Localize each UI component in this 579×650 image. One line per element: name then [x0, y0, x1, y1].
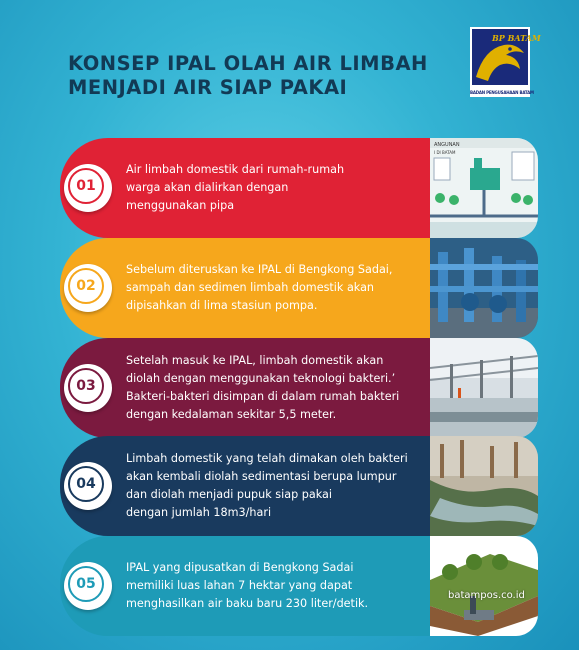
step-text: IPAL yang dipusatkan di Bengkong Sadai memiliki luas lahan 7 hektar yang dapat menghasilkan air baku baru 230 liter/detik. [126, 561, 369, 610]
sediment-river-image [430, 436, 538, 536]
step-number-badge [64, 364, 112, 412]
step-text: Limbah domestik yang telah dimakan oleh bakteri akan kembali diolah sedimentasi berupa lumpur dan diolah menjadi pupuk siap pakai dengan jumlah 18m3/hari [126, 452, 408, 519]
step-text: Setelah masuk ke IPAL, limbah domestik akan diolah dengan menggunakan teknologi bakteri.’ Bakteri-bakteri disimpan di dalam rumah bakteri dengan kedalaman sekitar 5,5 meter. [126, 354, 400, 421]
step-row-01 [60, 138, 538, 238]
step-number: 03 [68, 368, 104, 404]
step-number-badge [64, 264, 112, 312]
logo-mark: BP BATAM [492, 33, 541, 43]
step-number-badge [64, 164, 112, 212]
logo-caption: BADAN PENGUSAHAAN BATAM [470, 90, 534, 95]
step-row-05 [60, 536, 538, 636]
pump-station-image [430, 238, 538, 338]
step-number: 05 [68, 566, 104, 602]
page-title [68, 52, 448, 100]
bacteria-house-image [430, 338, 538, 438]
step-text: Air limbah domestik dari rumah-rumah warga akan dialirkan dengan menggunakan pipa [126, 163, 345, 212]
step-number-badge [64, 562, 112, 610]
title-line-1: KONSEP IPAL OLAH AIR LIMBAH [68, 52, 428, 75]
step-row-02 [60, 238, 538, 338]
step-row-04 [60, 436, 538, 536]
watermark: batampos.co.id [448, 590, 525, 601]
step-number: 02 [68, 268, 104, 304]
step-text: Sebelum diteruskan ke IPAL di Bengkong Sadai, sampah dan sedimen limbah domestik akan dipisahkan di lima stasiun pompa. [126, 263, 393, 312]
svg-text:I DI BATAM: I DI BATAM [434, 150, 456, 155]
step-row-03 [60, 338, 538, 438]
step-number: 01 [68, 168, 104, 204]
step-number-badge [64, 462, 112, 510]
ipal-diagram-image [430, 138, 538, 238]
bp-batam-logo [470, 27, 541, 97]
land-pipe-image [430, 536, 538, 636]
step-number: 04 [68, 466, 104, 502]
title-line-2: MENJADI AIR SIAP PAKAI [68, 76, 348, 99]
svg-text:ANGUNAN: ANGUNAN [434, 142, 460, 148]
